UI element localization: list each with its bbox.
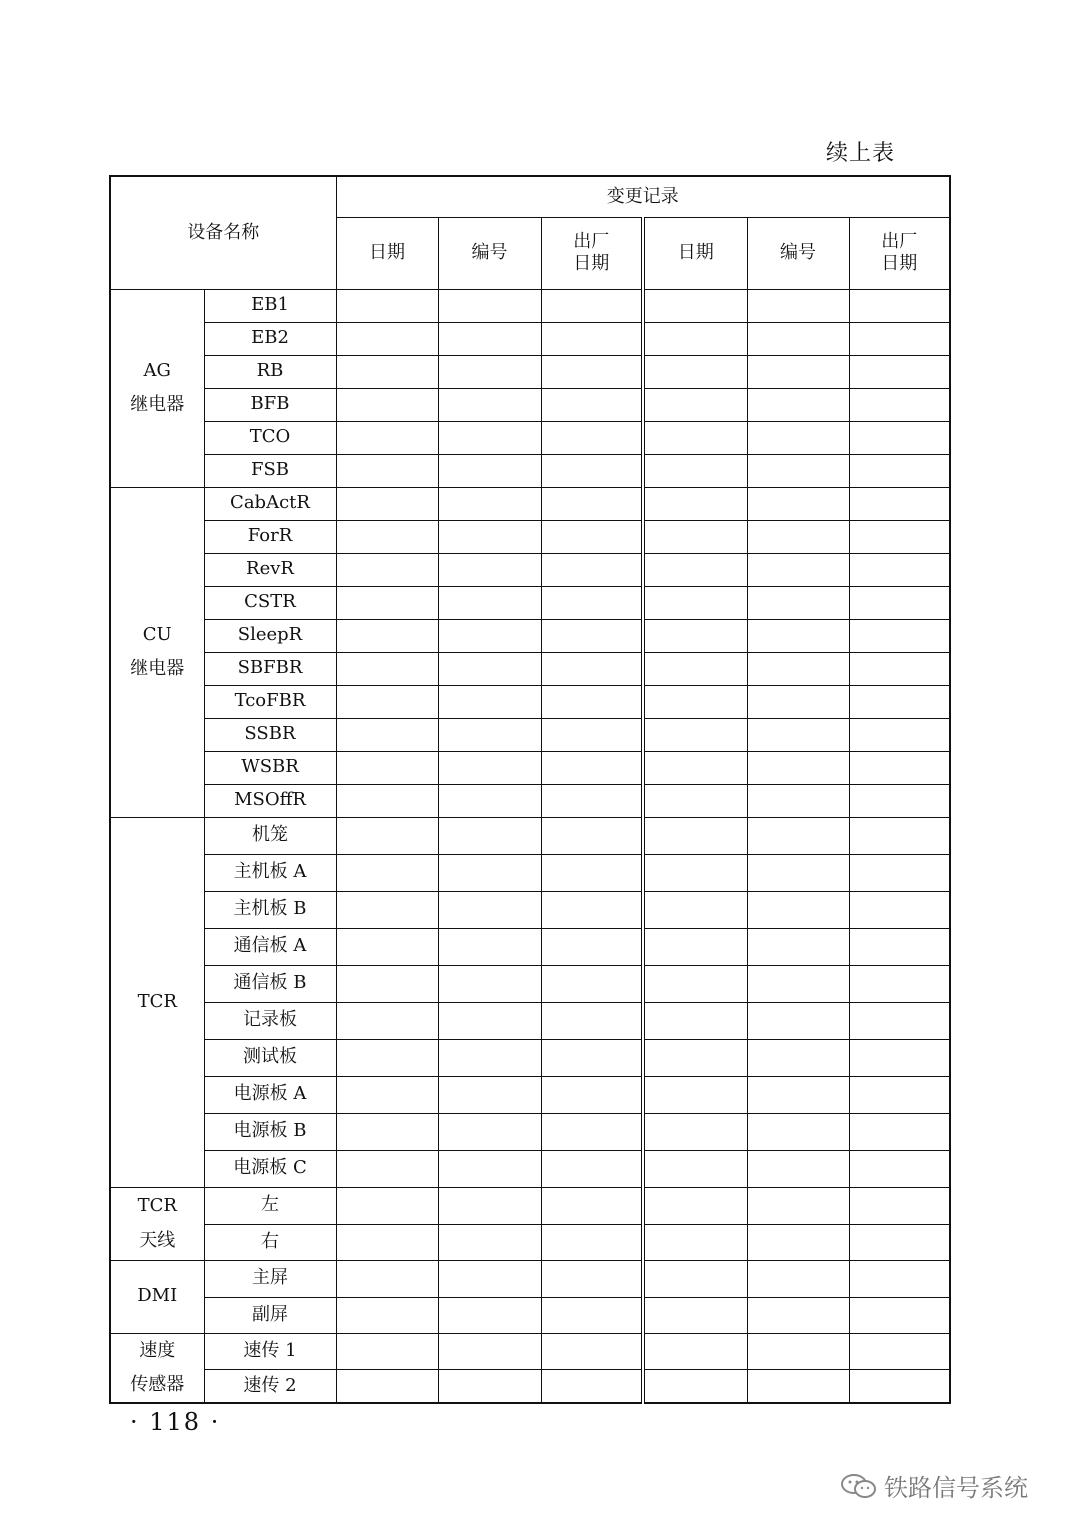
record-cell — [747, 619, 849, 652]
chat-bubbles-icon — [840, 1472, 878, 1500]
record-cell — [438, 817, 541, 854]
record-cell — [438, 1002, 541, 1039]
record-cell — [541, 1260, 643, 1297]
record-cell — [541, 685, 643, 718]
record-cell — [747, 520, 849, 553]
record-cell — [336, 421, 438, 454]
record-cell — [849, 928, 950, 965]
group-name: TCR 天线 — [110, 1187, 204, 1260]
record-cell — [541, 1297, 643, 1333]
group-name: DMI — [110, 1260, 204, 1333]
device-item: 主机板 B — [204, 891, 336, 928]
record-cell — [438, 891, 541, 928]
table-row — [110, 1113, 950, 1150]
record-cell — [541, 619, 643, 652]
device-item: SleepR — [204, 619, 336, 652]
record-cell — [849, 1150, 950, 1187]
record-cell — [336, 586, 438, 619]
record-cell — [438, 965, 541, 1002]
record-cell — [747, 586, 849, 619]
record-cell — [438, 1333, 541, 1369]
device-name-header: 设备名称 — [110, 176, 336, 289]
record-cell — [747, 1260, 849, 1297]
column-header-5: 出厂 日期 — [849, 217, 950, 289]
record-cell — [438, 1187, 541, 1224]
column-header-4: 编号 — [747, 217, 849, 289]
record-cell — [747, 322, 849, 355]
record-cell — [541, 586, 643, 619]
record-cell — [336, 652, 438, 685]
record-cell — [336, 718, 438, 751]
record-cell — [643, 854, 747, 891]
page-number: · 118 · — [130, 1408, 221, 1436]
record-cell — [643, 355, 747, 388]
device-item: 记录板 — [204, 1002, 336, 1039]
record-cell — [643, 520, 747, 553]
record-cell — [336, 355, 438, 388]
record-cell — [643, 487, 747, 520]
device-item: 主屏 — [204, 1260, 336, 1297]
record-cell — [336, 928, 438, 965]
device-item: RB — [204, 355, 336, 388]
record-cell — [747, 289, 849, 322]
record-cell — [849, 965, 950, 1002]
record-cell — [747, 454, 849, 487]
table-row — [110, 751, 950, 784]
record-cell — [849, 1187, 950, 1224]
table-row — [110, 854, 950, 891]
record-cell — [747, 718, 849, 751]
record-cell — [336, 322, 438, 355]
record-cell — [336, 1002, 438, 1039]
record-cell — [541, 454, 643, 487]
table-row — [110, 520, 950, 553]
table-row — [110, 1002, 950, 1039]
record-cell — [438, 718, 541, 751]
device-item: 主机板 A — [204, 854, 336, 891]
table-row — [110, 553, 950, 586]
record-cell — [747, 965, 849, 1002]
record-cell — [849, 1002, 950, 1039]
record-cell — [849, 1369, 950, 1402]
table-row — [110, 487, 950, 520]
device-item: 副屏 — [204, 1297, 336, 1333]
record-cell — [643, 965, 747, 1002]
change-record-table — [109, 175, 951, 1404]
record-cell — [541, 322, 643, 355]
record-cell — [747, 1150, 849, 1187]
record-cell — [438, 421, 541, 454]
record-cell — [747, 1333, 849, 1369]
column-header-3: 日期 — [643, 217, 747, 289]
record-cell — [336, 685, 438, 718]
record-cell — [643, 1187, 747, 1224]
record-cell — [643, 685, 747, 718]
table-row — [110, 619, 950, 652]
record-cell — [438, 553, 541, 586]
table-row — [110, 1150, 950, 1187]
record-cell — [438, 928, 541, 965]
record-cell — [747, 1039, 849, 1076]
record-cell — [438, 1297, 541, 1333]
table-row — [110, 289, 950, 322]
record-cell — [336, 454, 438, 487]
record-cell — [849, 1113, 950, 1150]
record-cell — [438, 1224, 541, 1260]
record-cell — [541, 652, 643, 685]
record-cell — [336, 1039, 438, 1076]
device-item: BFB — [204, 388, 336, 421]
device-item: RevR — [204, 553, 336, 586]
change-record-header: 变更记录 — [336, 176, 950, 217]
device-item: 右 — [204, 1224, 336, 1260]
record-cell — [336, 817, 438, 854]
record-cell — [541, 784, 643, 817]
record-cell — [643, 891, 747, 928]
record-cell — [438, 487, 541, 520]
record-cell — [541, 1333, 643, 1369]
record-cell — [438, 1150, 541, 1187]
table-row — [110, 586, 950, 619]
device-item: TCO — [204, 421, 336, 454]
record-cell — [849, 553, 950, 586]
record-cell — [541, 1076, 643, 1113]
record-cell — [336, 1369, 438, 1402]
table-row — [110, 322, 950, 355]
record-cell — [541, 355, 643, 388]
device-item: 速传 1 — [204, 1333, 336, 1369]
record-cell — [336, 891, 438, 928]
record-cell — [747, 891, 849, 928]
record-cell — [747, 652, 849, 685]
record-cell — [849, 487, 950, 520]
record-cell — [541, 718, 643, 751]
record-cell — [438, 1076, 541, 1113]
record-cell — [643, 388, 747, 421]
record-cell — [849, 421, 950, 454]
record-cell — [336, 619, 438, 652]
record-cell — [849, 355, 950, 388]
device-item: 通信板 A — [204, 928, 336, 965]
record-cell — [643, 817, 747, 854]
record-cell — [438, 520, 541, 553]
table-row — [110, 1076, 950, 1113]
table-row — [110, 928, 950, 965]
record-cell — [438, 784, 541, 817]
record-cell — [336, 520, 438, 553]
record-cell — [438, 586, 541, 619]
table-row — [110, 1369, 950, 1402]
record-cell — [438, 1260, 541, 1297]
record-cell — [747, 421, 849, 454]
table-row — [110, 355, 950, 388]
table-row — [110, 652, 950, 685]
record-cell — [747, 854, 849, 891]
record-cell — [438, 1039, 541, 1076]
record-cell — [849, 784, 950, 817]
record-cell — [541, 965, 643, 1002]
device-item: ForR — [204, 520, 336, 553]
record-cell — [643, 1297, 747, 1333]
record-cell — [336, 1187, 438, 1224]
device-item: 通信板 B — [204, 965, 336, 1002]
record-cell — [438, 388, 541, 421]
record-cell — [747, 1297, 849, 1333]
record-cell — [336, 854, 438, 891]
record-cell — [336, 487, 438, 520]
table-row — [110, 1039, 950, 1076]
record-cell — [438, 1113, 541, 1150]
record-cell — [541, 1187, 643, 1224]
record-cell — [747, 1002, 849, 1039]
record-cell — [541, 421, 643, 454]
record-cell — [541, 891, 643, 928]
record-cell — [541, 1002, 643, 1039]
device-item: EB1 — [204, 289, 336, 322]
record-cell — [438, 355, 541, 388]
record-cell — [541, 1150, 643, 1187]
record-cell — [438, 652, 541, 685]
record-cell — [747, 1113, 849, 1150]
record-cell — [747, 928, 849, 965]
record-cell — [643, 586, 747, 619]
device-item: MSOffR — [204, 784, 336, 817]
record-cell — [643, 1150, 747, 1187]
record-cell — [747, 1187, 849, 1224]
record-cell — [747, 817, 849, 854]
record-cell — [849, 751, 950, 784]
record-cell — [643, 718, 747, 751]
device-item: CabActR — [204, 487, 336, 520]
record-cell — [541, 1039, 643, 1076]
watermark-text: 铁路信号系统 — [884, 1474, 1028, 1502]
record-cell — [438, 289, 541, 322]
record-cell — [849, 718, 950, 751]
record-cell — [849, 891, 950, 928]
record-cell — [643, 1333, 747, 1369]
column-header-2: 出厂 日期 — [541, 217, 643, 289]
record-cell — [849, 652, 950, 685]
record-cell — [541, 817, 643, 854]
record-cell — [849, 1260, 950, 1297]
record-cell — [438, 685, 541, 718]
record-cell — [849, 817, 950, 854]
table-row — [110, 421, 950, 454]
record-cell — [541, 553, 643, 586]
record-cell — [541, 1369, 643, 1402]
record-cell — [336, 1076, 438, 1113]
table-row — [110, 685, 950, 718]
record-cell — [643, 322, 747, 355]
group-name: AG 继电器 — [110, 289, 204, 487]
record-cell — [541, 751, 643, 784]
record-cell — [438, 751, 541, 784]
record-cell — [643, 1113, 747, 1150]
record-cell — [849, 289, 950, 322]
record-cell — [643, 289, 747, 322]
watermark — [840, 1468, 1028, 1503]
record-cell — [643, 784, 747, 817]
record-cell — [336, 1224, 438, 1260]
device-item: 电源板 B — [204, 1113, 336, 1150]
record-cell — [336, 1260, 438, 1297]
record-cell — [747, 1369, 849, 1402]
record-cell — [643, 1224, 747, 1260]
record-cell — [849, 1224, 950, 1260]
record-cell — [541, 928, 643, 965]
record-cell — [643, 652, 747, 685]
record-cell — [643, 1002, 747, 1039]
record-cell — [541, 289, 643, 322]
device-item: SBFBR — [204, 652, 336, 685]
record-cell — [541, 520, 643, 553]
record-cell — [438, 854, 541, 891]
record-cell — [849, 854, 950, 891]
group-name: CU 继电器 — [110, 487, 204, 817]
table-row — [110, 718, 950, 751]
record-cell — [747, 1224, 849, 1260]
column-header-0: 日期 — [336, 217, 438, 289]
record-cell — [336, 965, 438, 1002]
record-cell — [849, 586, 950, 619]
record-cell — [849, 1333, 950, 1369]
record-cell — [643, 928, 747, 965]
record-cell — [336, 751, 438, 784]
table-row — [110, 1333, 950, 1369]
table-row — [110, 817, 950, 854]
record-cell — [849, 388, 950, 421]
record-cell — [849, 1076, 950, 1113]
continuation-label: 续上表 — [826, 141, 896, 166]
record-cell — [541, 388, 643, 421]
record-cell — [541, 487, 643, 520]
table-row — [110, 1260, 950, 1297]
record-cell — [747, 487, 849, 520]
record-cell — [438, 322, 541, 355]
device-item: FSB — [204, 454, 336, 487]
record-cell — [643, 1260, 747, 1297]
record-cell — [849, 1039, 950, 1076]
record-cell — [747, 1076, 849, 1113]
table-row — [110, 388, 950, 421]
table-row — [110, 784, 950, 817]
device-item: TcoFBR — [204, 685, 336, 718]
record-cell — [336, 553, 438, 586]
table-row — [110, 454, 950, 487]
table-row — [110, 965, 950, 1002]
device-item: 左 — [204, 1187, 336, 1224]
record-cell — [849, 322, 950, 355]
device-item: 测试板 — [204, 1039, 336, 1076]
table-row — [110, 1224, 950, 1260]
record-cell — [541, 854, 643, 891]
device-item: 速传 2 — [204, 1369, 336, 1402]
record-cell — [336, 289, 438, 322]
record-cell — [336, 1297, 438, 1333]
record-cell — [336, 388, 438, 421]
record-cell — [336, 1113, 438, 1150]
record-cell — [849, 1297, 950, 1333]
record-cell — [643, 1369, 747, 1402]
record-cell — [643, 751, 747, 784]
record-cell — [849, 520, 950, 553]
device-item: 机笼 — [204, 817, 336, 854]
record-cell — [438, 619, 541, 652]
record-cell — [747, 751, 849, 784]
device-item: CSTR — [204, 586, 336, 619]
record-cell — [643, 553, 747, 586]
device-item: SSBR — [204, 718, 336, 751]
group-name: TCR — [110, 817, 204, 1187]
group-name: 速度 传感器 — [110, 1333, 204, 1403]
record-cell — [747, 553, 849, 586]
record-cell — [849, 454, 950, 487]
table-row — [110, 1297, 950, 1333]
record-cell — [849, 685, 950, 718]
record-cell — [438, 454, 541, 487]
record-cell — [747, 388, 849, 421]
device-item: 电源板 C — [204, 1150, 336, 1187]
record-cell — [336, 1150, 438, 1187]
table-row — [110, 1187, 950, 1224]
record-cell — [541, 1224, 643, 1260]
record-cell — [541, 1113, 643, 1150]
record-cell — [747, 784, 849, 817]
record-cell — [849, 619, 950, 652]
table-row — [110, 891, 950, 928]
record-cell — [438, 1369, 541, 1402]
record-cell — [643, 421, 747, 454]
column-header-1: 编号 — [438, 217, 541, 289]
record-cell — [747, 685, 849, 718]
record-cell — [336, 784, 438, 817]
record-cell — [643, 1076, 747, 1113]
device-item: 电源板 A — [204, 1076, 336, 1113]
record-cell — [747, 355, 849, 388]
record-cell — [336, 1333, 438, 1369]
record-cell — [643, 619, 747, 652]
record-cell — [643, 1039, 747, 1076]
device-item: WSBR — [204, 751, 336, 784]
device-item: EB2 — [204, 322, 336, 355]
record-cell — [643, 454, 747, 487]
